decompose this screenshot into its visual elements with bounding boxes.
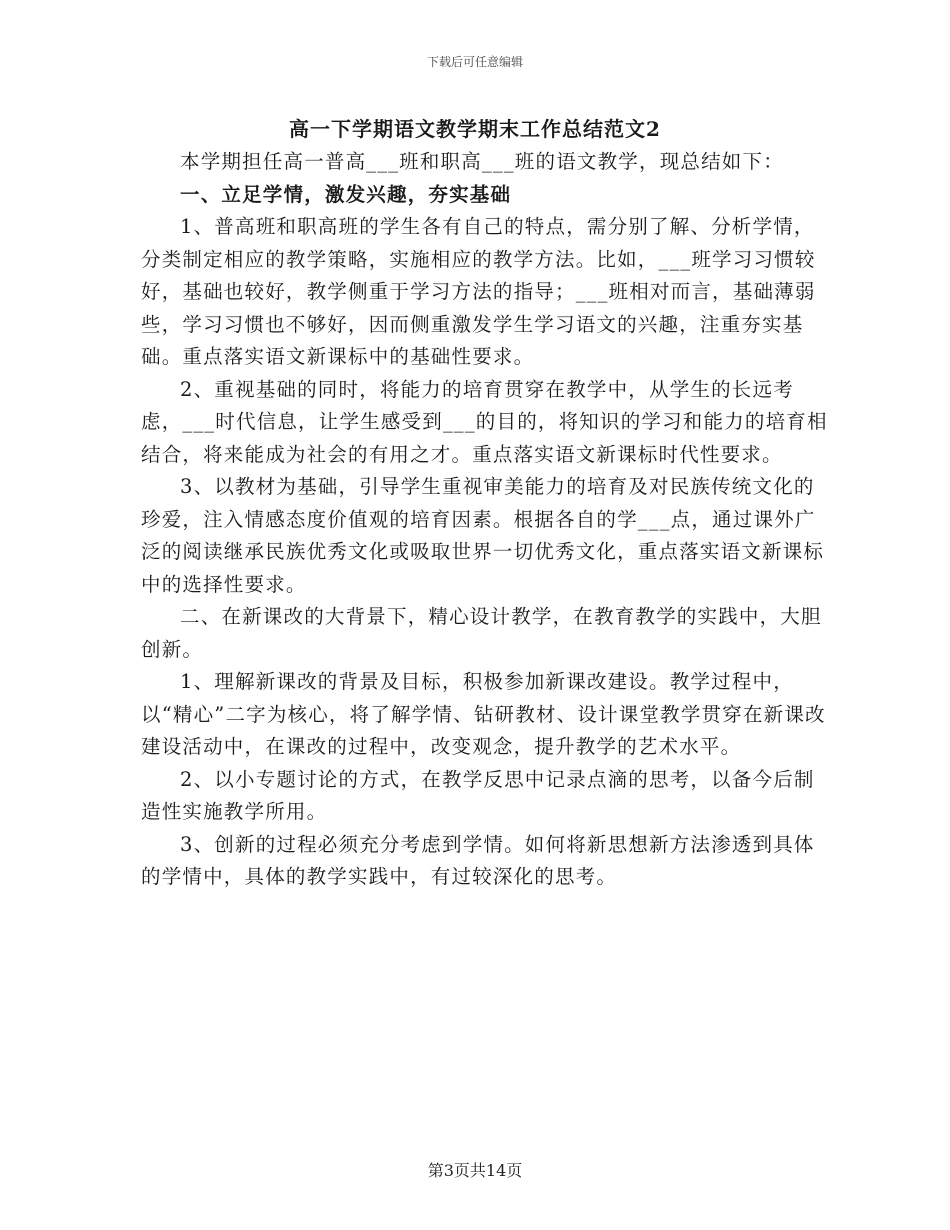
section-heading-2: 二、在新课改的大背景下，精心设计教学，在教育教学的实践中，大胆创新。 [141,605,822,661]
paragraph: 1、理解新课改的背景及目标，积极参加新课改建设。教学过程中，以“精心”二字为核心，将了解学情、钻研教材、设计课堂教学贯穿在新课改建设活动中，在课改的过程中，改变观念，提升教学的艺术水平。 [141,670,826,758]
paragraph: 3、创新的过程必须充分考虑到学情。如何将新思想新方法渗透到具体的学情中，具体的教学实践中，有过较深化的思考。 [141,832,815,888]
document-body [141,146,831,894]
paragraph: 3、以教材为基础，引导学生重视审美能力的培育及对民族传统文化的珍爱，注入情感态度价值观的培育因素。根据各自的学___点，通过课外广泛的阅读继承民族优秀文化或吸取世界一切优秀文化，重点落实语文新课标中的选择性要求。 [141,475,825,596]
intro-paragraph: 本学期担任高一普高___班和职高___班的语文教学，现总结如下： [180,150,784,173]
paragraph: 2、以小专题讨论的方式，在教学反思中记录点滴的思考，以备今后制造性实施教学所用。 [141,767,815,823]
paragraph: 2、重视基础的同时，将能力的培育贯穿在教学中，从学生的长远考虑，___时代信息，让学生感受到___的目的，将知识的学习和能力的培育相结合，将来能成为社会的有用之才。重点落实语文新课标时代性要求。 [141,377,828,466]
document-title: 高一下学期语文教学期末工作总结范文2 [289,117,661,141]
header-note: 下载后可任意编辑 [426,55,523,69]
page-footer: 第3页共14页 [427,1161,523,1180]
paragraph: 1、普高班和职高班的学生各有自己的特点，需分别了解、分析学情，分类制定相应的教学策略，实施相应的教学方法。比如，___班学习习惯较好，基础也较好，教学侧重于学习方法的指导；___班相对而言，基础薄弱些，学习习惯也不够好，因而侧重激发学生学习语文的兴趣，注重夯实基础。重点落实语文新课标中的基础性要求。 [141,215,816,368]
section-heading-1: 一、立足学情，激发兴趣，夯实基础 [180,182,512,206]
